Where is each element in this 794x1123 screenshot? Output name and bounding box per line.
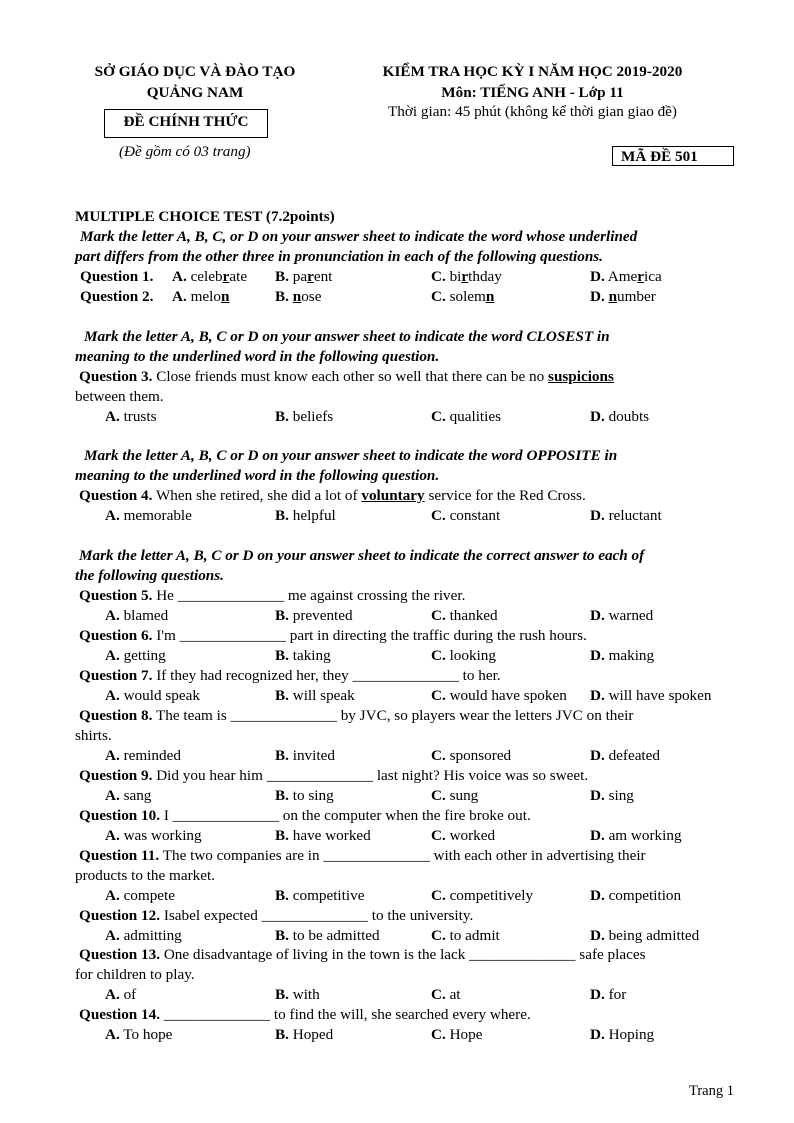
question-8-option-c[interactable]: C. sponsored <box>431 747 512 764</box>
question-6-option-c[interactable]: C. looking <box>431 647 496 664</box>
question-7-option-c[interactable]: C. would have spoken <box>431 687 567 704</box>
question-3-option-a[interactable]: A. trusts <box>105 408 157 425</box>
question-13-option-c[interactable]: C. at <box>431 986 461 1003</box>
question-10-option-d[interactable]: D. am working <box>590 827 682 844</box>
question-5-stem: Question 5. He ______________ me against crossing the river. <box>79 587 466 604</box>
question-2-option-a[interactable]: A. melon <box>172 288 230 305</box>
instruction-closest-1: Mark the letter A, B, C or D on your answer sheet to indicate the word CLOSEST in <box>84 328 610 345</box>
question-13-stem: Question 13. One disadvantage of living in the town is the lack ______________ safe places <box>79 946 646 963</box>
question-10-option-c[interactable]: C. worked <box>431 827 496 844</box>
question-5-option-d[interactable]: D. warned <box>590 607 654 624</box>
question-14-option-b[interactable]: B. Hoped <box>275 1026 334 1043</box>
question-7-option-d[interactable]: D. will have spoken <box>590 687 712 704</box>
question-1-option-d[interactable]: D. America <box>590 268 662 285</box>
exam-title: KIỂM TRA HỌC KỲ I NĂM HỌC 2019-2020 <box>382 63 683 80</box>
question-11-option-d[interactable]: D. competition <box>590 887 682 904</box>
question-14-option-a[interactable]: A. To hope <box>105 1026 173 1043</box>
question-12-option-d[interactable]: D. being admitted <box>590 927 700 944</box>
question-13-option-b[interactable]: B. with <box>275 986 320 1003</box>
question-12-option-a[interactable]: A. admitting <box>105 927 182 944</box>
question-11-option-c[interactable]: C. competitively <box>431 887 534 904</box>
question-4-option-b[interactable]: B. helpful <box>275 507 336 524</box>
question-11-option-a[interactable]: A. compete <box>105 887 176 904</box>
instruction-opposite-1: Mark the letter A, B, C or D on your answer sheet to indicate the word OPPOSITE in <box>84 447 618 464</box>
question-3-option-b[interactable]: B. beliefs <box>275 408 334 425</box>
question-1-label: Question 1. <box>80 268 154 285</box>
question-1-option-b[interactable]: B. parent <box>275 268 333 285</box>
question-2-label: Question 2. <box>80 288 154 305</box>
question-5-option-c[interactable]: C. thanked <box>431 607 498 624</box>
question-7-option-b[interactable]: B. will speak <box>275 687 355 704</box>
subject: Môn: TIẾNG ANH - Lớp 11 <box>441 84 624 101</box>
department-line-1: SỞ GIÁO DỤC VÀ ĐÀO TẠO <box>94 63 296 80</box>
question-9-option-c[interactable]: C. sung <box>431 787 479 804</box>
question-14-stem: Question 14. ______________ to find the will, she searched every where. <box>79 1006 531 1023</box>
question-9-option-b[interactable]: B. to sing <box>275 787 334 804</box>
question-14-option-d[interactable]: D. Hoping <box>590 1026 655 1043</box>
duration: Thời gian: 45 phút (không kể thời gian giao đề) <box>388 103 677 120</box>
instruction-correct-2: the following questions. <box>75 567 224 584</box>
question-8-stem: Question 8. The team is ______________ by JVC, so players wear the letters JVC on their <box>79 707 634 724</box>
question-10-option-b[interactable]: B. have worked <box>275 827 371 844</box>
instruction-correct-1: Mark the letter A, B, C or D on your answer sheet to indicate the correct answer to each of <box>79 547 645 564</box>
question-6-stem: Question 6. I'm ______________ part in directing the traffic during the rush hours. <box>79 627 587 644</box>
question-7-option-a[interactable]: A. would speak <box>105 687 200 704</box>
question-8-option-b[interactable]: B. invited <box>275 747 335 764</box>
question-4-option-d[interactable]: D. reluctant <box>590 507 662 524</box>
question-3-stem-cont: between them. <box>75 388 164 405</box>
question-9-stem: Question 9. Did you hear him ______________ last night? His voice was so sweet. <box>79 767 589 784</box>
question-8-option-d[interactable]: D. defeated <box>590 747 660 764</box>
question-8-option-a[interactable]: A. reminded <box>105 747 181 764</box>
section-title: MULTIPLE CHOICE TEST (7.2points) <box>75 208 335 225</box>
question-6-option-b[interactable]: B. taking <box>275 647 331 664</box>
question-2-option-b[interactable]: B. nose <box>275 288 322 305</box>
question-14-option-c[interactable]: C. Hope <box>431 1026 483 1043</box>
official-label: ĐỀ CHÍNH THỨC <box>104 109 268 138</box>
pages-note: (Đề gồm có 03 trang) <box>119 143 251 160</box>
question-4-option-a[interactable]: A. memorable <box>105 507 192 524</box>
question-10-option-a[interactable]: A. was working <box>105 827 202 844</box>
exam-code: MÃ ĐỀ 501 <box>612 146 734 166</box>
department-line-2: QUẢNG NAM <box>146 84 244 101</box>
question-8-stem-cont: shirts. <box>75 727 112 744</box>
instruction-pronunciation-2: part differs from the other three in pronunciation in each of the following questions. <box>75 248 603 265</box>
page-number: Trang 1 <box>689 1083 734 1099</box>
question-11-option-b[interactable]: B. competitive <box>275 887 365 904</box>
question-3-option-d[interactable]: D. doubts <box>590 408 650 425</box>
question-13-option-d[interactable]: D. for <box>590 986 627 1003</box>
question-2-option-d[interactable]: D. number <box>590 288 656 305</box>
question-13-stem-cont: for children to play. <box>75 966 195 983</box>
question-4-option-c[interactable]: C. constant <box>431 507 501 524</box>
question-11-stem: Question 11. The two companies are in ______________ with each other in advertising their <box>79 847 646 864</box>
question-6-option-d[interactable]: D. making <box>590 647 655 664</box>
instruction-opposite-2: meaning to the underlined word in the following question. <box>75 467 440 484</box>
question-9-option-a[interactable]: A. sang <box>105 787 152 804</box>
instruction-closest-2: meaning to the underlined word in the following question. <box>75 348 440 365</box>
question-12-option-c[interactable]: C. to admit <box>431 927 500 944</box>
question-1-option-a[interactable]: A. celebrate <box>172 268 248 285</box>
instruction-pronunciation-1: Mark the letter A, B, C, or D on your answer sheet to indicate the word whose underlined <box>80 228 638 245</box>
question-12-stem: Question 12. Isabel expected ______________ to the university. <box>79 907 474 924</box>
question-2-option-c[interactable]: C. solemn <box>431 288 495 305</box>
question-6-option-a[interactable]: A. getting <box>105 647 166 664</box>
question-3-option-c[interactable]: C. qualities <box>431 408 502 425</box>
question-5-option-a[interactable]: A. blamed <box>105 607 169 624</box>
question-11-stem-cont: products to the market. <box>75 867 216 884</box>
question-7-stem: Question 7. If they had recognized her, they ______________ to her. <box>79 667 501 684</box>
question-5-option-b[interactable]: B. prevented <box>275 607 353 624</box>
question-10-stem: Question 10. I ______________ on the computer when the fire broke out. <box>79 807 531 824</box>
question-3-stem: Question 3. Close friends must know each other so well that there can be no suspicions <box>79 368 614 385</box>
question-9-option-d[interactable]: D. sing <box>590 787 634 804</box>
question-12-option-b[interactable]: B. to be admitted <box>275 927 380 944</box>
question-4-stem: Question 4. When she retired, she did a lot of voluntary service for the Red Cross. <box>79 487 586 504</box>
question-1-option-c[interactable]: C. birthday <box>431 268 502 285</box>
question-13-option-a[interactable]: A. of <box>105 986 137 1003</box>
